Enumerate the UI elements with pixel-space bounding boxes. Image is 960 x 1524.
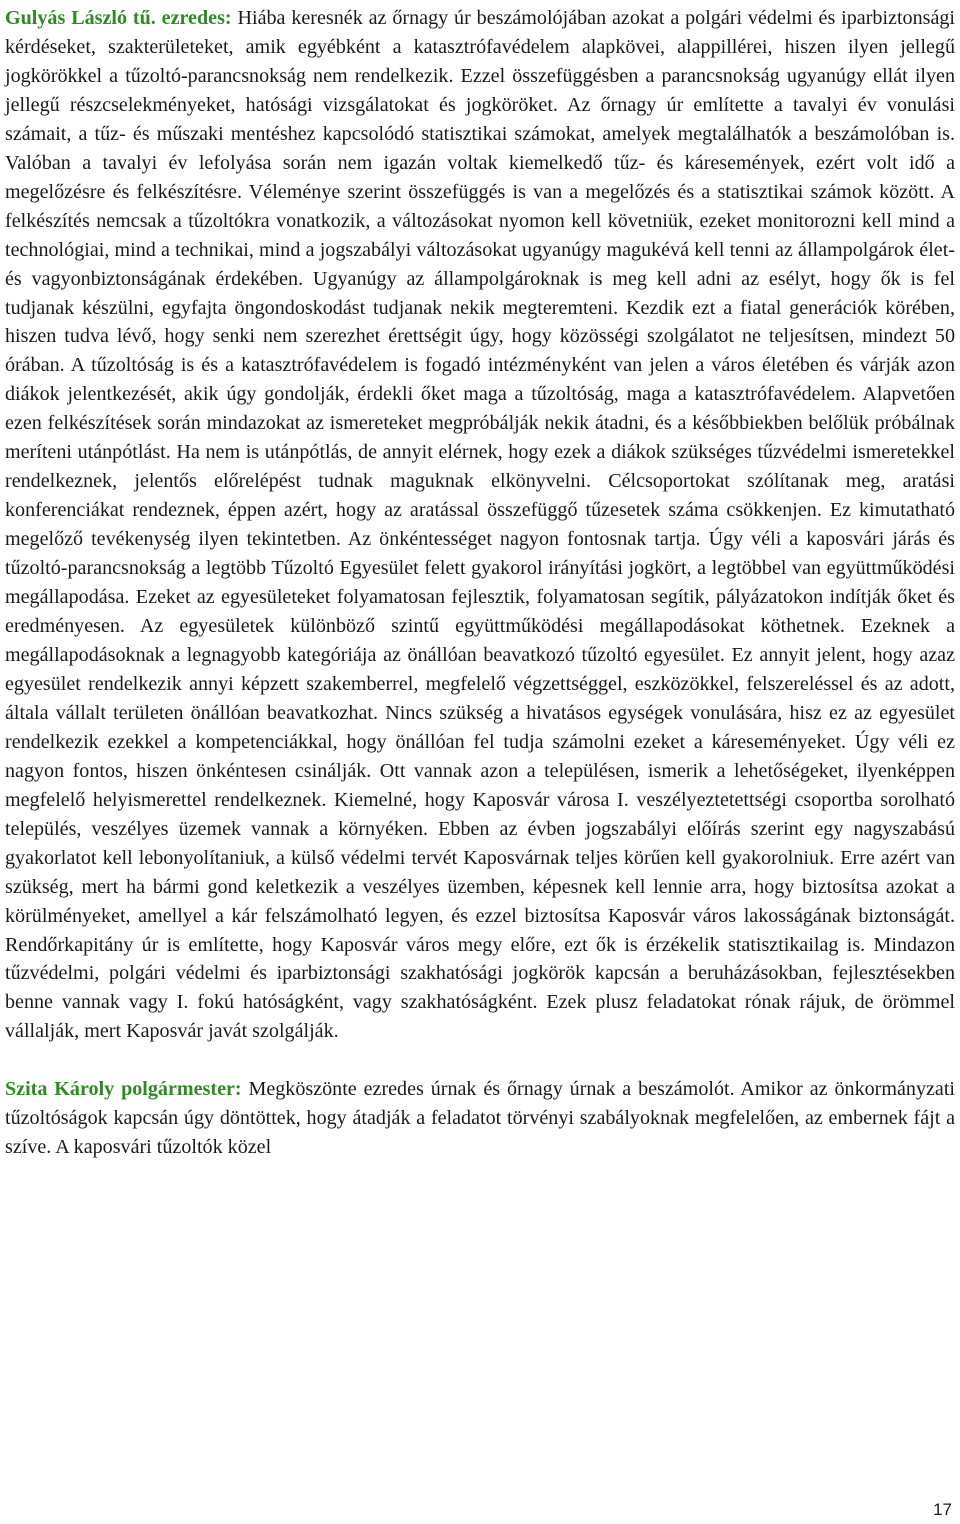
paragraph-szita	[5, 1075, 955, 1162]
paragraph-text: Megköszönte ezredes úrnak és őrnagy úrnak a beszámolót. Amikor az önkormányzati tűzoltóságok kapcsán úgy döntöttek, hogy átadják a feladatot törvényi szabályoknak megfelelően, az embernek fájt a szíve. A kaposvári tűzoltók közel	[5, 1078, 955, 1159]
page-number: 17	[933, 1500, 952, 1519]
speaker-name: Szita Károly polgármester:	[5, 1078, 242, 1101]
paragraph-text: Hiába keresnék az őrnagy úr beszámolójában azokat a polgári védelmi és iparbiztonsági kérdéseket, szakterületeket, amik egyébként a katasztrófavédelem alapkövei, alappillérei, hiszen ilyen jellegű jogkörökkel a tűzoltó-parancsnokság nem rendelkezik. Ezzel összefüggésben a parancsnokság ugyanúgy ellát ilyen jellegű részcselekményeket, hatósági vizsgálatokat és jogköröket. Az őrnagy úr említette a tavalyi év vonulási számait, a tűz- és műszaki mentéshez kapcsolódó statisztikai számokat, amelyek megtalálhatók a beszámolóban is. Valóban a tavalyi év lefolyása során nem igazán voltak kiemelkedő tűz- és káresemények, ezért volt idő a megelőzésre és felkészítésre. Véleménye szerint összefüggés is van a megelőzés és a statisztikai számok között. A felkészítés nemcsak a tűzoltókra vonatkozik, a változásokat nyomon kell követniük, ezeket monitorozni kell mind a technológiai, mind a technikai, mind a jogszabályi változásokat ugyanúgy magukévá kell tenni az állampolgárok élet- és vagyonbiztonságának érdekében. Ugyanúgy az állampolgároknak is meg kell adni az esélyt, hogy ők is fel tudjanak készülni, egyfajta öngondoskodást tudjanak nekik megteremteni. Kezdik ezt a fiatal generációk körében, hiszen tudva lévő, hogy senki nem szerezhet érettségit úgy, hogy közösségi szolgálatot ne teljesítsen, mindezt 50 órában. A tűzoltóság is és a katasztrófavédelem is fogadó intézményként van jelen a város életében és várják azon diákok jelentkezését, akik úgy gondolják, érdekli őket maga a tűzoltóság, maga a katasztrófavédelem. Alapvetően ezen felkészítések során mindazokat az ismereteket megpróbálják nekik átadni, és a későbbiekben belőlük próbálnak meríteni utánpótlást. Ha nem is utánpótlás, de annyit elérnek, hogy ezek a diákok szükséges tűzvédelmi ismeretekkel rendelkeznek, jelentős előrelépést tudnak maguknak elkönyvelni. Célcsoportokat szólítanak meg, aratási konferenciákat rendeznek, éppen azért, hogy az aratással összefüggő tűzesetek száma csökkenjen. Ez kimutatható megelőző tevékenység ilyen tekintetben. Az önkéntességet nagyon fontosnak tartja. Úgy véli a kaposvári járás és tűzoltó-parancsnokság a legtöbb Tűzoltó Egyesület felett gyakorol irányítási jogkört, a legtöbbel van együttműködési megállapodása. Ezeket az egyesületeket folyamatosan fejlesztik, folyamatosan segítik, pályázatokon indítják őket és eredményesen. Az egyesületek különböző szintű együttműködési megállapodásokat köthetnek. Ezeknek a megállapodásoknak a legnagyobb kategóriája az önállóan beavatkozó tűzoltó egyesület. Ez annyit jelent, hogy azaz egyesület rendelkezik annyi képzett szakemberrel, megfelelő végzettséggel, eszközökkel, felszereléssel és az adott, általa vállalt területen önállóan beavatkozhat. Nincs szükség a hivatásos egységek vonulására, hisz ez az egyesület rendelkezik ezekkel a kompetenciákkal, hogy önállóan fel tudja számolni ezeket a káreseményeket. Úgy véli ez nagyon fontos, hiszen önkéntesen csinálják. Ott vannak azon a településen, ismerik a lehetőségeket, ilyenképpen megfelelő helyismerettel rendelkeznek. Kiemelné, hogy Kaposvár városa I. veszélyeztetettségi csoportba sorolható település, veszélyes üzemek vannak a környéken. Ebben az évben jogszabályi előírás szerint egy nagyszabású gyakorlatot kell lebonyolítaniuk, a külső védelmi tervét Kaposvárnak teljes körűen kell gyakorolniuk. Erre azért van szükség, mert ha bármi gond keletkezik a veszélyes üzemben, képesnek kell lennie arra, hogy biztosítsa azokat a körülményeket, amellyel a kár felszámolható legyen, és ezzel biztosítsa Kaposvár város lakosságának biztonságát. Rendőrkapitány úr is említette, hogy Kaposvár város megy előre, ezt ők is érzékelik statisztikailag is. Mindazon tűzvédelmi, polgári védelmi és iparbiztonsági szakhatósági jogkörök kapcsán a beruházásokban, fejlesztésekben benne vannak vagy I. fokú hatóságként, vagy szakhatóságként. Ezek plusz feladatokat rónak rájuk, de örömmel vállalják, mert Kaposvár javát szolgálják.	[5, 7, 955, 1043]
speaker-name: Gulyás László tű. ezredes:	[5, 7, 232, 29]
document-page	[5, 4, 955, 1162]
paragraph-gulyas	[5, 4, 955, 1046]
